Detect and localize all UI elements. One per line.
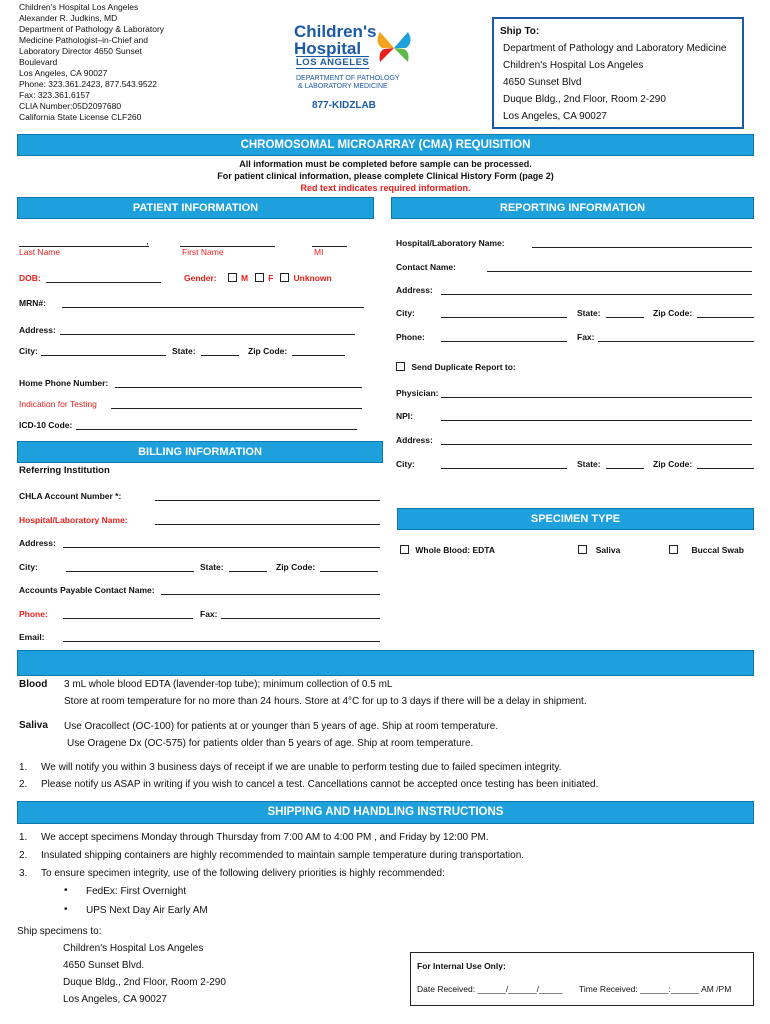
billing-city-field[interactable] [66, 571, 194, 572]
patient-zip-field[interactable] [292, 355, 345, 356]
dob-field[interactable] [46, 282, 161, 283]
gender-f-label: F [268, 273, 274, 283]
billing-address-field[interactable] [63, 547, 380, 548]
ship-to-box [492, 17, 744, 129]
patient-state-label: State: [172, 346, 196, 356]
ship-address-line: Los Angeles, CA 90027 [63, 994, 167, 1005]
patient-city-label: City: [19, 346, 38, 356]
physician-field[interactable] [441, 397, 752, 398]
ap-contact-label: Accounts Payable Contact Name: [19, 585, 155, 595]
dob-label: DOB: [19, 273, 41, 283]
report-address-label: Address: [396, 285, 433, 295]
ship-to-line: Department of Pathology and Laboratory Medicine [503, 43, 727, 54]
icd10-label: ICD-10 Code: [19, 420, 73, 430]
billing-phone-label: Phone: [19, 609, 48, 619]
report-address2-field[interactable] [441, 444, 752, 445]
gender-unknown-label: Unknown [293, 273, 332, 283]
report-hospital-field[interactable] [532, 247, 752, 248]
logo-dept-2: & LABORATORY MEDICINE [298, 83, 388, 90]
saliva-line-2: Use Oragene Dx (OC-575) for patients older than 5 years of age. Ship at room temperature. [67, 738, 474, 749]
home-phone-label: Home Phone Number: [19, 378, 109, 388]
bullet-icon: • [64, 904, 68, 915]
ship-address-line: 4650 Sunset Blvd. [63, 960, 145, 971]
name-comma: , [146, 236, 149, 247]
billing-hospital-label: Hospital/Laboratory Name: [19, 515, 128, 525]
shipping-text: Insulated shipping containers are highly recommended to maintain sample temperature during transportation. [41, 850, 525, 861]
specimen-saliva-checkbox[interactable] [578, 545, 587, 554]
reporting-info-header: REPORTING INFORMATION [391, 197, 754, 219]
report-zip-field[interactable] [697, 317, 754, 318]
report-city-field[interactable] [441, 317, 567, 318]
chla-account-field[interactable] [155, 500, 380, 501]
report-city2-label: City: [396, 459, 415, 469]
npi-field[interactable] [441, 420, 752, 421]
lab-line: California State License CLF260 [19, 112, 142, 122]
report-fax-field[interactable] [598, 341, 754, 342]
note-line: All information must be completed before sample can be processed. [239, 159, 532, 169]
delivery-option: UPS Next Day Air Early AM [86, 905, 208, 916]
specimen-requirements-bar [17, 650, 754, 676]
billing-email-label: Email: [19, 632, 45, 642]
mi-label: MI [314, 247, 324, 257]
report-contact-field[interactable] [487, 271, 752, 272]
butterfly-icon [374, 28, 414, 68]
lab-line: Fax: 323.361.6157 [19, 90, 90, 100]
billing-zip-label: Zip Code: [276, 562, 316, 572]
gender-f-checkbox[interactable] [255, 273, 264, 282]
specimen-saliva-option [578, 545, 620, 555]
lab-line: CLIA Number:05D2097680 [19, 101, 122, 111]
shipping-text: We accept specimens Monday through Thursday from 7:00 AM to 4:00 PM , and Friday by 12:00 PM. [41, 832, 489, 843]
report-city2-field[interactable] [441, 468, 567, 469]
report-zip-label: Zip Code: [653, 308, 693, 318]
report-contact-label: Contact Name: [396, 262, 456, 272]
blood-line-2: Store at room temperature for no more than 24 hours. Store at 4°C for up to 3 days if there will be a delay in shipment. [64, 696, 587, 707]
patient-address-field[interactable] [60, 334, 355, 335]
billing-city-label: City: [19, 562, 38, 572]
home-phone-field[interactable] [115, 387, 362, 388]
saliva-label: Saliva [19, 720, 48, 731]
lab-line: Alexander R. Judkins, MD [19, 13, 118, 23]
notice-num: 2. [19, 779, 28, 790]
patient-city-field[interactable] [41, 355, 166, 356]
date-received[interactable]: Date Received: ______/______/_____ [417, 984, 563, 994]
shipping-num: 2. [19, 850, 28, 861]
report-phone-field[interactable] [441, 341, 567, 342]
report-state-label: State: [577, 308, 601, 318]
notice-text: Please notify us ASAP in writing if you wish to cancel a test. Cancellations cannot be accepted once testing has been initiated. [41, 779, 599, 790]
gender-label: Gender: [184, 273, 217, 283]
duplicate-report-checkbox[interactable] [396, 362, 405, 371]
logo-name-2: Hospital [294, 39, 362, 58]
specimen-blood-checkbox[interactable] [400, 545, 409, 554]
ship-to-line: Duque Bldg., 2nd Floor, Room 2-290 [503, 94, 666, 105]
lab-info [19, 2, 219, 123]
gender-options [228, 273, 332, 283]
mrn-field[interactable] [62, 307, 364, 308]
ship-to-line: Los Angeles, CA 90027 [503, 111, 607, 122]
report-zip2-label: Zip Code: [653, 459, 693, 469]
report-state-field[interactable] [606, 317, 644, 318]
hospital-logo [292, 18, 422, 118]
note-line-required: Red text indicates required information. [300, 183, 471, 193]
report-zip2-field[interactable] [697, 468, 754, 469]
ship-to-line: Children's Hospital Los Angeles [503, 60, 644, 71]
specimen-type-header: SPECIMEN TYPE [397, 508, 754, 530]
notice-num: 1. [19, 762, 28, 773]
notes [17, 158, 754, 194]
specimen-buccal-option [669, 545, 744, 555]
internal-use-box [410, 952, 754, 1006]
physician-label: Physician: [396, 388, 439, 398]
report-hospital-label: Hospital/Laboratory Name: [396, 238, 505, 248]
blood-line-1: 3 mL whole blood EDTA (lavender-top tube); minimum collection of 0.5 mL [64, 679, 393, 690]
shipping-header: SHIPPING AND HANDLING INSTRUCTIONS [17, 801, 754, 824]
patient-zip-label: Zip Code: [248, 346, 288, 356]
gender-m-label: M [241, 273, 249, 283]
indication-label: Indication for Testing [19, 399, 97, 409]
billing-address-label: Address: [19, 538, 56, 548]
ship-specimens-label: Ship specimens to: [17, 926, 102, 937]
ship-to-line: 4650 Sunset Blvd [503, 77, 582, 88]
indication-field[interactable] [111, 408, 362, 409]
report-address2-label: Address: [396, 435, 433, 445]
npi-label: NPI: [396, 411, 413, 421]
billing-hospital-field[interactable] [155, 524, 380, 525]
ap-contact-field[interactable] [161, 594, 380, 595]
mrn-label: MRN#: [19, 298, 46, 308]
referring-institution-label: Referring Institution [19, 465, 110, 476]
form-title: CHROMOSOMAL MICROARRAY (CMA) REQUISITION [17, 134, 754, 156]
blood-label: Blood [19, 679, 48, 690]
billing-fax-field[interactable] [221, 618, 380, 619]
ship-address-line: Children's Hospital Los Angeles [63, 943, 204, 954]
lab-line: Laboratory Director 4650 Sunset [19, 46, 142, 56]
first-name-label: First Name [182, 247, 224, 257]
delivery-option: FedEx: First Overnight [86, 886, 187, 897]
shipping-text: To ensure specimen integrity, use of the following delivery priorities is highly recommended: [41, 868, 445, 879]
billing-info-header: BILLING INFORMATION [17, 441, 383, 463]
specimen-buccal-label: Buccal Swab [691, 545, 744, 555]
notice-text: We will notify you within 3 business days of receipt if we are unable to perform testing due to failed specimen integrity. [41, 762, 562, 773]
ship-to-title: Ship To: [500, 26, 540, 37]
lab-line: Children's Hospital Los Angeles [19, 2, 139, 12]
patient-state-field[interactable] [201, 355, 239, 356]
last-name-label: Last Name [19, 247, 61, 257]
billing-fax-label: Fax: [200, 609, 218, 619]
lab-line: Boulevard [19, 57, 58, 67]
logo-phone: 877-KIDZLAB [312, 100, 376, 111]
bullet-icon: • [64, 885, 68, 896]
duplicate-report-option [396, 362, 516, 372]
specimen-blood-option [400, 545, 495, 555]
lab-line: Phone: 323.361.2423, 877.543.9522 [19, 79, 158, 89]
shipping-num: 3. [19, 868, 28, 879]
chla-account-label: CHLA Account Number *: [19, 491, 122, 501]
specimen-buccal-checkbox[interactable] [669, 545, 678, 554]
specimen-saliva-label: Saliva [595, 545, 621, 555]
shipping-num: 1. [19, 832, 28, 843]
logo-name-1: Children's [294, 22, 377, 41]
internal-use-title: For Internal Use Only: [417, 961, 506, 971]
specimen-blood-label: Whole Blood: EDTA [415, 545, 496, 555]
patient-address-label: Address: [19, 325, 56, 335]
billing-phone-field[interactable] [63, 618, 193, 619]
note-line: For patient clinical information, please complete Clinical History Form (page 2) [217, 171, 554, 181]
report-city-label: City: [396, 308, 415, 318]
ship-address-line: Duque Bldg., 2nd Floor, Room 2-290 [63, 977, 226, 988]
report-state2-label: State: [577, 459, 601, 469]
saliva-line-1: Use Oracollect (OC-100) for patients at or younger than 5 years of age. Ship at room temperature. [64, 721, 499, 732]
billing-state-field[interactable] [229, 571, 267, 572]
icd10-field[interactable] [76, 429, 357, 430]
lab-line: Department of Pathology & Laboratory [19, 24, 165, 34]
report-address-field[interactable] [441, 294, 752, 295]
logo-dept-1: DEPARTMENT OF PATHOLOGY [296, 75, 400, 82]
logo-name-3: LOS ANGELES [296, 57, 370, 68]
time-received[interactable]: Time Received: ______:______ AM /PM [579, 984, 732, 994]
report-fax-label: Fax: [577, 332, 595, 342]
lab-line: Los Angeles, CA 90027 [19, 68, 108, 78]
lab-line: Medicine Pathologist–in-Chief and [19, 35, 148, 45]
duplicate-report-label: Send Duplicate Report to: [411, 362, 516, 372]
billing-state-label: State: [200, 562, 224, 572]
report-state2-field[interactable] [606, 468, 644, 469]
report-phone-label: Phone: [396, 332, 425, 342]
billing-email-field[interactable] [63, 641, 380, 642]
billing-zip-field[interactable] [320, 571, 378, 572]
gender-unknown-checkbox[interactable] [280, 273, 289, 282]
gender-m-checkbox[interactable] [228, 273, 237, 282]
patient-info-header: PATIENT INFORMATION [17, 197, 374, 219]
